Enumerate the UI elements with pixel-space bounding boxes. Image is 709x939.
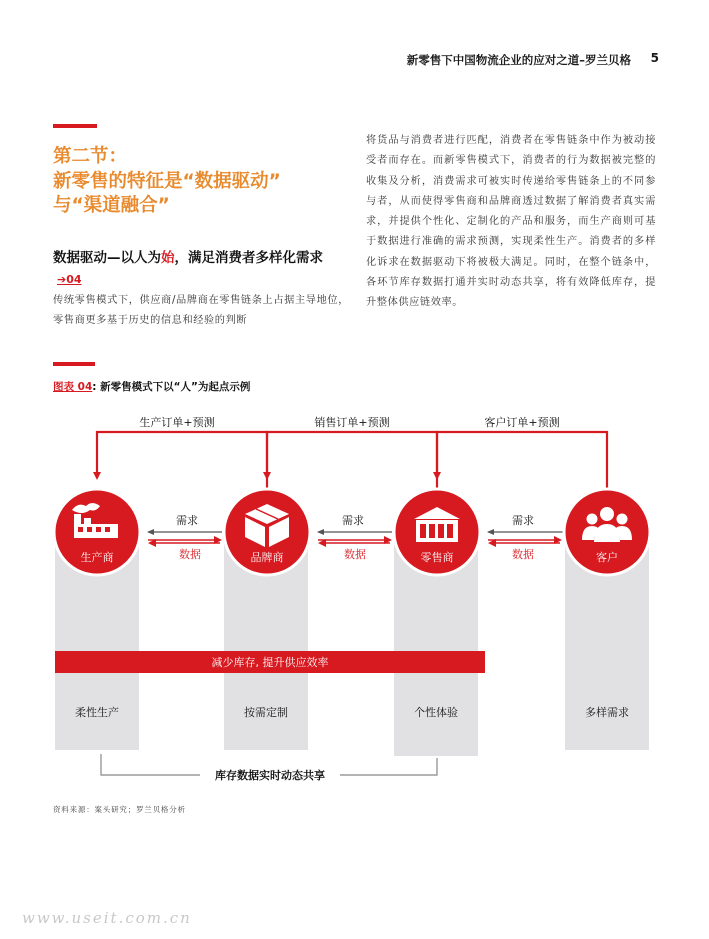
source-note: 资料来源：案头研究；罗兰贝格分析 xyxy=(53,805,186,814)
data-label-2: 数据 xyxy=(344,548,366,561)
node-manufacturer xyxy=(54,489,140,575)
arrow-sales-order xyxy=(267,432,437,500)
figure-title-text: : 新零售模式下以“人”为起点示例 xyxy=(92,381,251,393)
top-arrow-label-2: 销售订单+预测 xyxy=(314,416,390,429)
paragraph-left: 传统零售模式下，供应商/品牌商在零售链条上占据主导地位，零售商更多基于历史的信息和经验的判断 xyxy=(53,295,349,327)
bottom-label-retailer: 个性体验 xyxy=(414,706,458,719)
demand-label-1: 需求 xyxy=(176,514,198,527)
subheading-highlight: 始 xyxy=(161,250,175,266)
demand-label-2: 需求 xyxy=(342,514,364,527)
section-title: 第二节： xyxy=(53,146,128,167)
bottom-label-brand: 按需定制 xyxy=(244,706,288,719)
paragraph-right: 将货品与消费者进行匹配，消费者在零售链条中作为被动接受者而存在。而新零售模式下，消费者的行为数据被完整的收集及分析，消费需求可被实时传递给零售链条上的不同参与者，从而使得零售商和品牌商透过数据了解消费者真实需求，并提供个性化、定制化的产品和服务，而生产商则可基于数据进行准确的需求预测，实现柔性生产。消费者的多样化诉求在数据驱动下将被极大满足。同时，在整个链条中，各环节库存数据打通并实时动态共享，将有效降低库存，提升整体供应链效率。 xyxy=(366,135,656,309)
share-bracket-right xyxy=(340,758,437,775)
top-arrow-label-1: 生产订单+预测 xyxy=(139,416,215,429)
node-retailer xyxy=(394,489,480,575)
arrow-customer-order xyxy=(437,432,607,500)
node-label-manufacturer: 生产商 xyxy=(80,551,114,564)
figure-reference-link[interactable]: ➔04 xyxy=(57,273,82,286)
section-subtitle-line2: 与“渠道融合” xyxy=(53,195,170,216)
node-label-retailer: 零售商 xyxy=(420,551,454,564)
data-label-1: 数据 xyxy=(179,548,201,561)
node-customer xyxy=(564,489,650,575)
node-brand xyxy=(224,489,310,575)
header-title: 新零售下中国物流企业的应对之道–罗兰贝格 xyxy=(406,53,631,67)
data-label-3: 数据 xyxy=(512,548,534,561)
section-subtitle-line1: 新零售的特征是“数据驱动” xyxy=(53,171,281,192)
arrow-production-order xyxy=(97,432,267,500)
node-label-brand: 品牌商 xyxy=(250,551,284,564)
page-number: 5 xyxy=(650,51,659,65)
watermark: www.useit.com.cn xyxy=(22,909,192,927)
bottom-label-manufacturer: 柔性生产 xyxy=(75,706,119,719)
efficiency-banner-text: 减少库存, 提升供应效率 xyxy=(211,656,329,669)
share-bracket-left xyxy=(101,754,200,775)
subheading-text-before: 数据驱动—以人为 xyxy=(53,250,161,266)
bottom-label-customer: 多样需求 xyxy=(585,706,629,719)
node-label-customer: 客户 xyxy=(596,551,618,564)
top-arrow-label-3: 客户订单+预测 xyxy=(484,416,560,429)
figure-label: 图表 04 xyxy=(53,381,93,393)
share-label: 库存数据实时动态共享 xyxy=(215,769,325,782)
subheading-text-after: ，满足消费者多样化需求 xyxy=(174,250,323,266)
demand-label-3: 需求 xyxy=(512,514,534,527)
